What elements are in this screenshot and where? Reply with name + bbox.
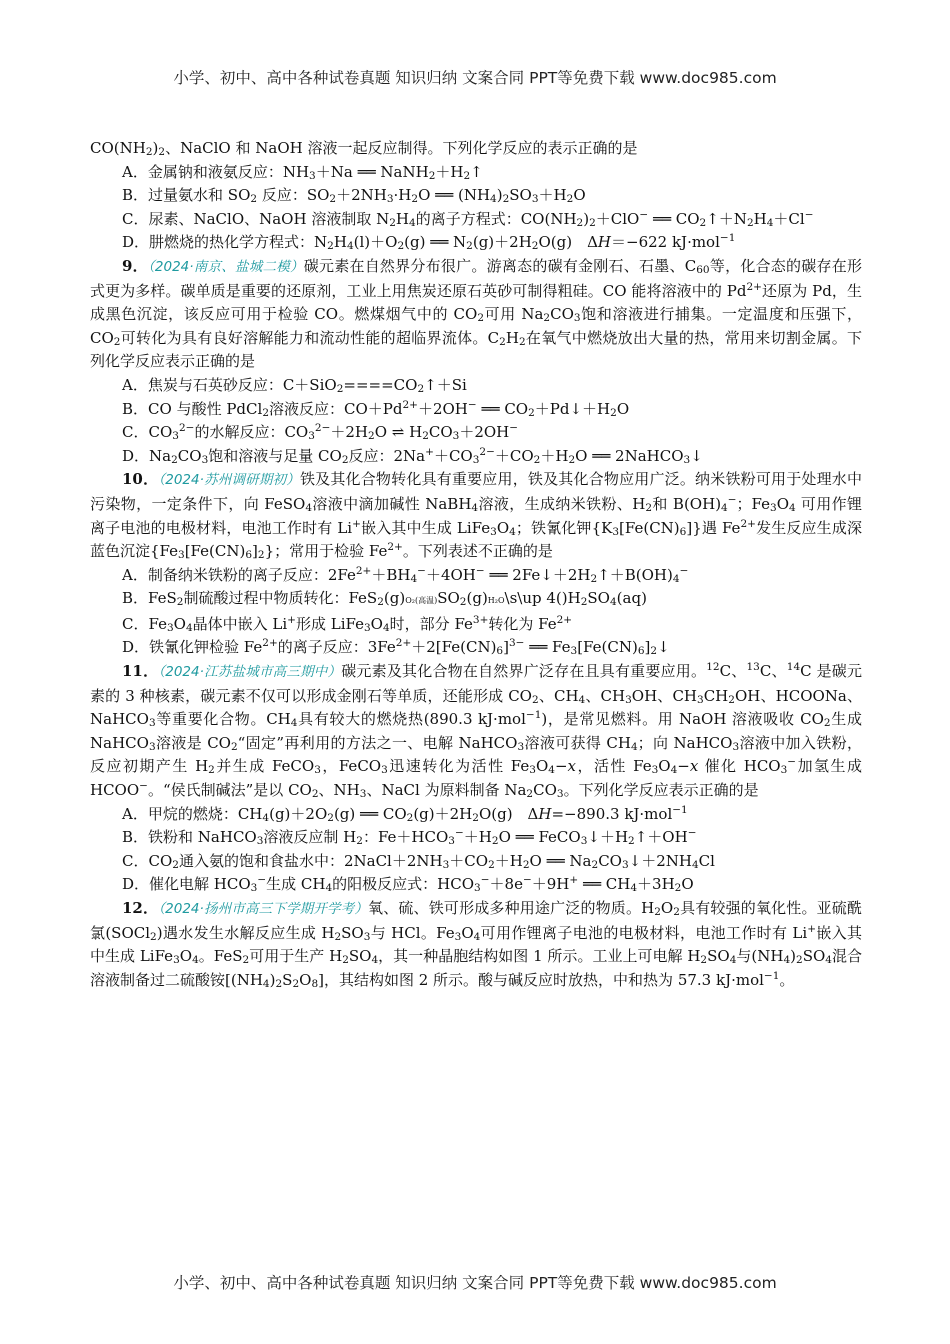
- q12-stem: 12．（2024·扬州市高三下学期开学考）氧、硫、铁可形成多种用途广泛的物质。$H_2O_2$具有较强的氧化性。亚硫酰氯(SOCl$_2$)遇水发生水解反应生成 $H_2SO_3$与 HCl。$Fe_3O_4$可用作锂离子电池的电极材料，电池工作时有 Li+嵌入其中生成 $LiFe_3O_4$。FeS$_2$可用于生产 $H_2SO_4$，其一种晶胞结构如图 1 所示。工业上可电解 $H_2SO_4$与$(NH_4)_2SO_4$混合溶液制备过二硫酸铵$[(NH_4)_2S_2O_8]$，其结构如图 2 所示。酸与碱反应时放热，中和热为 57.3 kJ·mol$^{-1}$。: [90, 899, 863, 990]
- q10-option-c: C．$Fe_3O_4$晶体中嵌入 Li+形成 $LiFe_3O_4$时，部分 $Fe^{3+}$转化为 $Fe^{2+}$: [122, 613, 573, 634]
- q8-option-d: D．肼燃烧的热化学方程式：$N_2H_4(l)+O_2(g)$ ══ $N_2(g)+2H_2O(g)$ ΔH＝−622 kJ·mol$^{-1}$: [122, 232, 736, 253]
- q9-option-c: C．$CO_3^{2-}$的水解反应：$CO_3^{2-}+2H_2O$ ⇌ $H_2CO_3+2OH^-$: [122, 422, 519, 443]
- q8-option-b: B．过量氨水和 $SO_2$ 反应：$SO_2+2NH_3\cdot H_2O$ ══ $(NH_4)_2SO_3+H_2O$: [122, 186, 586, 206]
- q11-option-c: C．$CO_2$通入氨的饱和食盐水中：$2NaCl+2NH_3+CO_2+H_2O$ ══ $Na_2CO_3↓+2NH_4Cl$: [122, 851, 715, 871]
- q9-stem: 9．（2024·南京、盐城二模）碳元素在自然界分布很广。游离态的碳有金刚石、石墨、$C_{60}$等，化合态的碳存在形式更为多样。碳单质是重要的还原剂，工业上用焦炭还原石英砂可制得粗硅。CO 能将溶液中的 $Pd^{2+}$还原为 Pd，生成黑色沉淀，该反应可用于检验 CO。燃煤烟气中的 $CO_2$可用 $Na_2CO_3$饱和溶液进行捕集。一定温度和压强下，$CO_2$可转化为具有良好溶解能力和流动性能的超临界流体。$C_2H_2$在氧气中燃烧放出大量的热，常用来切割金属。下列化学反应表示正确的是: [90, 256, 862, 371]
- q10-option-a: A．制备纳米铁粉的离子反应：$2Fe^{2+}+BH_4^-+4OH^-$ ══ $2Fe↓+2H_2↑+B(OH)_4^-$: [122, 564, 689, 585]
- q8-stem-tail: $CO(NH_2)_2$、NaClO 和 NaOH 溶液一起反应制得。下列化学反应的表示正确的是: [90, 139, 638, 158]
- q10-option-d: D．铁氰化钾检验 $Fe^{2+}$的离子反应：$3Fe^{2+}+2[Fe(CN)_6]^{3-}$ ══ $Fe_3[Fe(CN)_6]_2↓$: [122, 637, 670, 658]
- q10-stem: 10．（2024·苏州调研期初）铁及其化合物转化具有重要应用，铁及其化合物应用广泛。纳米铁粉可用于处理水中污染物，一定条件下，向 FeSO$_4$溶液中滴加碱性 NaBH$_4$溶液，生成纳米铁粉、$H_2$和 $B(OH)_4^-$；$Fe_3O_4$ 可用作锂离子电池的电极材料，电池工作时有 Li+嵌入其中生成 $LiFe_3O_4$；铁氰化钾$\{K_3[Fe(CN)_6]\}$遇 $Fe^{2+}$发生反应生成深蓝色沉淀$\{Fe_3[Fe(CN)_6]_2\}$；常用于检验 $Fe^{2+}$。下列表述不正确的是: [90, 470, 863, 562]
- q8-option-c: C．尿素、NaClO、NaOH 溶液制取 $N_2H_4$的离子方程式：$CO(NH_2)_2+ClO^-$ ══ $CO_2↑+N_2H_4+Cl^-$: [122, 208, 814, 229]
- q8-option-a: A．金属钠和液氨反应：$NH_3+Na$ ══ $NaNH_2+H_2↑$: [122, 162, 483, 182]
- page-header: 小学、初中、高中各种试卷真题 知识归纳 文案合同 PPT等免费下载 www.doc985.com: [173, 69, 777, 87]
- document-body: [90, 137, 862, 992]
- q9-option-a: A．焦炭与石英砂反应：$C+SiO_2====CO_2↑+Si$: [122, 375, 467, 395]
- q11-stem: 11．（2024·江苏盐城市高三期中）碳元素及其化合物在自然界广泛存在且具有重要应用。$^{12}$C、$^{13}$C、$^{14}$C 是碳元素的 3 种核素，碳元素不仅可以形成金刚石等单质，还能形成 $CO_2$、$CH_4$、$CH_3OH$、$CH_3CH_2OH$、HCOONa、NaHCO$_3$等重要化合物。$CH_4$具有较大的燃烧热(890.3 kJ·mol$^{-1}$)，是常见燃料。用 NaOH 溶液吸收 $CO_2$生成 NaHCO$_3$溶液是 $CO_2“$固定”再利用的方法之一、电解 NaHCO$_3$溶液可获得 $CH_4$；向 NaHCO$_3$溶液中加入铁粉，反应初期产生 $H_2$并生成 FeCO$_3$，FeCO$_3$迅速转化为活性 $Fe_3O_4-x$，活性 $Fe_3O_4-x$ 催化 $HCO_3^-$加氢生成 HCOO−。“侯氏制碱法”是以 $CO_2$、$NH_3$、NaCl 为原料制备 $Na_2CO_3$。下列化学反应表示正确的是: [90, 661, 863, 801]
- q11-option-b: B．铁粉和 NaHCO$_3$溶液反应制 $H_2$：$Fe+HCO_3^-+H_2O$ ══ $FeCO_3↓+H_2↑+OH^-$: [122, 827, 697, 848]
- q9-option-d: D．$Na_2CO_3$饱和溶液与足量 $CO_2$反应：$2Na^++CO_3^{2-}+CO_2+H_2O$ ══ 2NaHCO$_3$↓: [122, 445, 703, 466]
- q11-option-d: D．催化电解 $HCO_3^-$生成 $CH_4$的阳极反应式：$HCO_3^-+8e^-+9H^+$ ══ $CH_4+3H_2O$: [122, 874, 694, 895]
- q10-option-b: B．FeS$_2$制硫酸过程中物质转化：FeS$_2$(g)O₂(高温)$SO_2(g)H_2O\backslash s\backslash up$ $4()H_2SO_4(aq)$: [122, 589, 647, 609]
- page-footer: 小学、初中、高中各种试卷真题 知识归纳 文案合同 PPT等免费下载 www.doc985.com: [173, 1274, 777, 1292]
- q11-option-a: A．甲烷的燃烧：$CH_4(g)+2O_2(g)$ ══ $CO_2(g)+2H_2O(g)$ ΔH=−890.3 kJ·mol$^{-1}$: [122, 803, 688, 824]
- q9-option-b: B．CO 与酸性 PdCl$_2$溶液反应：$CO+Pd^{2+}+2OH^-$ ══ $CO_2+Pd↓+H_2O$: [122, 398, 630, 419]
